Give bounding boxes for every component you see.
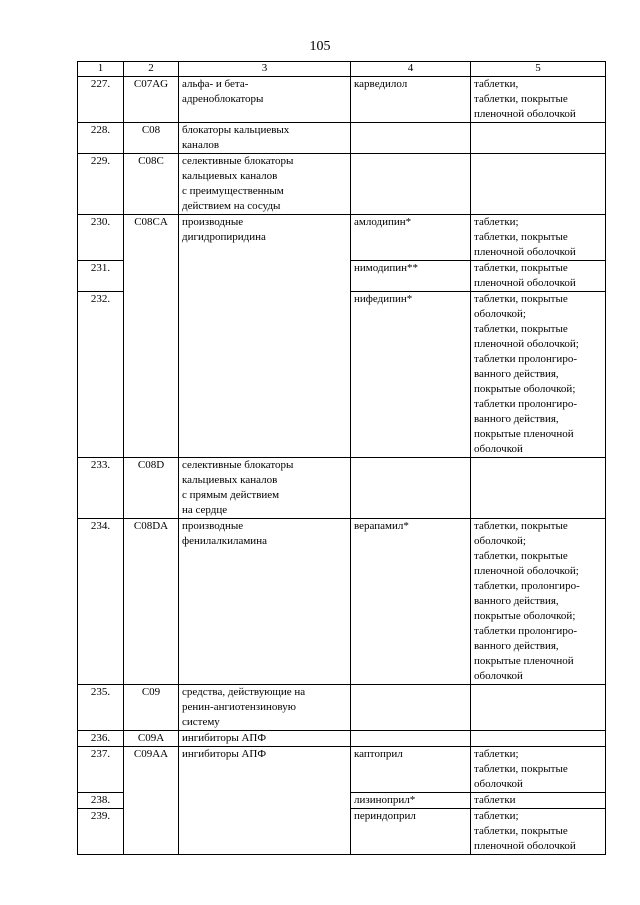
atc-code: C09AA — [124, 747, 179, 855]
drug-name: периндоприл — [351, 809, 471, 855]
row-number: 229. — [78, 154, 124, 215]
header-cell-2: 2 — [124, 62, 179, 77]
table-row — [78, 747, 606, 793]
dosage-form: таблетки; таблетки, покрытые оболочкой — [471, 747, 606, 793]
group-name: ингибиторы АПФ — [179, 747, 351, 855]
atc-code: C08D — [124, 458, 179, 519]
table-row — [78, 154, 606, 215]
dosage-form — [471, 731, 606, 747]
drug-name — [351, 123, 471, 154]
atc-code: C09 — [124, 685, 179, 731]
header-cell-4: 4 — [351, 62, 471, 77]
group-name: средства, действующие на ренин-ангиотензиновую систему — [179, 685, 351, 731]
drug-name: каптоприл — [351, 747, 471, 793]
drug-name — [351, 154, 471, 215]
dosage-form: таблетки, покрытые оболочкой; таблетки, покрытые пленочной оболочкой; таблетки, пролонгиро- ванного действия, покрытые оболочкой; таблетки пролонгиро- ванного действия, покрытые пленочной оболочкой — [471, 519, 606, 685]
atc-code: C08C — [124, 154, 179, 215]
table-row — [78, 123, 606, 154]
header-cell-5: 5 — [471, 62, 606, 77]
dosage-form — [471, 685, 606, 731]
dosage-form: таблетки, таблетки, покрытые пленочной оболочкой — [471, 77, 606, 123]
row-number: 230. — [78, 215, 124, 261]
table-row — [78, 458, 606, 519]
header-cell-1: 1 — [78, 62, 124, 77]
row-number: 237. — [78, 747, 124, 793]
group-name: производные дигидропиридина — [179, 215, 351, 458]
atc-code: C08 — [124, 123, 179, 154]
group-name: селективные блокаторы кальциевых каналов с прямым действием на сердце — [179, 458, 351, 519]
group-name: ингибиторы АПФ — [179, 731, 351, 747]
table-row — [78, 685, 606, 731]
group-name: производные фенилалкиламина — [179, 519, 351, 685]
dosage-form: таблетки; таблетки, покрытые пленочной оболочкой — [471, 809, 606, 855]
row-number: 236. — [78, 731, 124, 747]
row-number: 234. — [78, 519, 124, 685]
drug-name: нифедипин* — [351, 292, 471, 458]
drug-name: лизиноприл* — [351, 793, 471, 809]
dosage-form: таблетки — [471, 793, 606, 809]
table-row — [78, 215, 606, 261]
drug-name — [351, 731, 471, 747]
group-name: альфа- и бета- адреноблокаторы — [179, 77, 351, 123]
table-row — [78, 77, 606, 123]
atc-code: C07AG — [124, 77, 179, 123]
group-name: селективные блокаторы кальциевых каналов с преимущественным действием на сосуды — [179, 154, 351, 215]
drug-name: нимодипин** — [351, 261, 471, 292]
dosage-form — [471, 458, 606, 519]
row-number: 227. — [78, 77, 124, 123]
group-name: блокаторы кальциевых каналов — [179, 123, 351, 154]
dosage-form: таблетки, покрытые пленочной оболочкой — [471, 261, 606, 292]
dosage-form — [471, 154, 606, 215]
row-number: 238. — [78, 793, 124, 809]
row-number: 233. — [78, 458, 124, 519]
row-number: 232. — [78, 292, 124, 458]
drug-name: карведилол — [351, 77, 471, 123]
atc-code: C09A — [124, 731, 179, 747]
row-number: 239. — [78, 809, 124, 855]
header-cell-3: 3 — [179, 62, 351, 77]
dosage-form: таблетки, покрытые оболочкой; таблетки, покрытые пленочной оболочкой; таблетки пролонгиро- ванного действия, покрытые оболочкой; таблетки пролонгиро- ванного действия, покрытые пленочной оболочкой — [471, 292, 606, 458]
dosage-form — [471, 123, 606, 154]
header-row — [78, 62, 606, 77]
row-number: 228. — [78, 123, 124, 154]
table-row — [78, 519, 606, 685]
drug-name: верапамил* — [351, 519, 471, 685]
table-row — [78, 731, 606, 747]
atc-code: C08DA — [124, 519, 179, 685]
drug-name — [351, 458, 471, 519]
drug-table — [77, 61, 606, 855]
atc-code: C08CA — [124, 215, 179, 458]
page-number: 105 — [309, 39, 331, 54]
drug-name: амлодипин* — [351, 215, 471, 261]
drug-name — [351, 685, 471, 731]
dosage-form: таблетки; таблетки, покрытые пленочной оболочкой — [471, 215, 606, 261]
row-number: 231. — [78, 261, 124, 292]
row-number: 235. — [78, 685, 124, 731]
